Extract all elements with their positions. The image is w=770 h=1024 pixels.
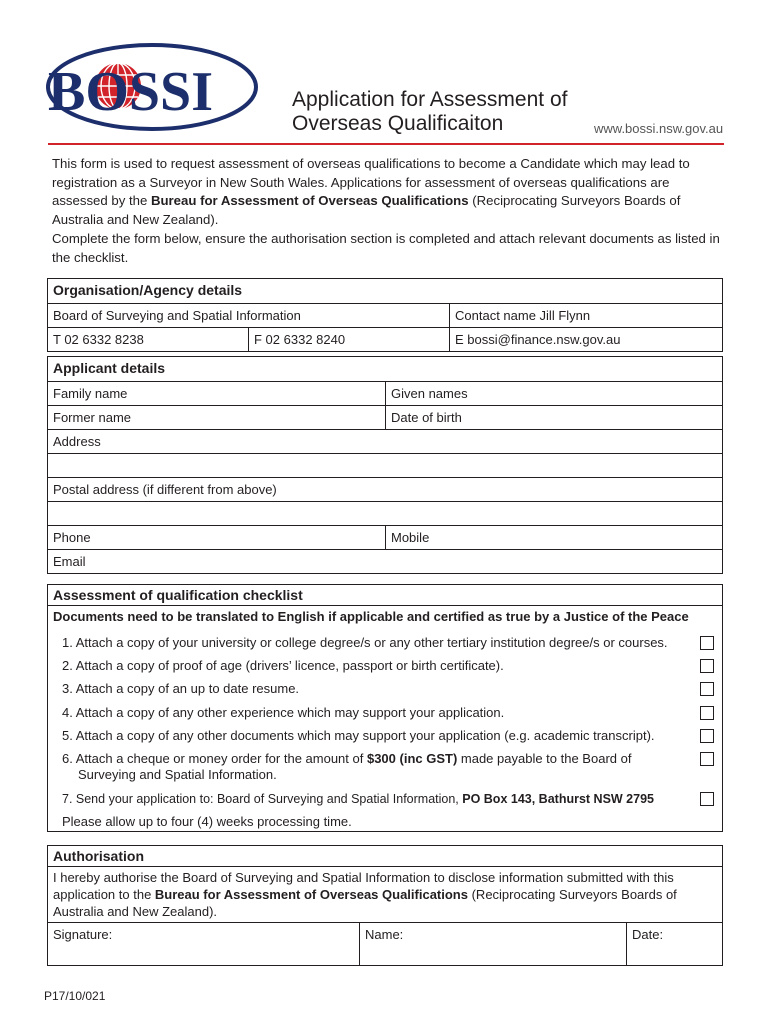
org-fax: F 02 6332 8240 (248, 328, 449, 351)
processing-note: Please allow up to four (4) weeks processing time. (62, 814, 352, 829)
checklist-section (47, 584, 723, 832)
name-field[interactable]: Name: (359, 923, 626, 965)
checklist-item-7: 7. Send your application to: Board of Surveying and Spatial Information, PO Box 143, Bathurst NSW 2795 (62, 792, 654, 806)
instructions-paragraph: Complete the form below, ensure the authorisation section is completed and attach relevant documents as listed in the checklist. (52, 231, 720, 265)
checkbox-item-2[interactable] (700, 659, 714, 673)
checklist-item-6: 6. Attach a cheque or money order for the amount of $300 (inc GST) made payable to the Board of Surveying and Spatial Information. (62, 751, 632, 782)
checklist-item-1: 1. Attach a copy of your university or college degree/s or any other tertiary institution degree/s or courses. (62, 635, 668, 650)
authorisation-text: I hereby authorise the Board of Surveying and Spatial Information to disclose information submitted with this application to the Bureau for Assessment of Overseas Qualifications (Reciprocating Surveyors Boards of Australia and New Zealand). (48, 866, 722, 922)
section-heading: Applicant details (53, 360, 166, 376)
checkbox-item-5[interactable] (700, 729, 714, 743)
checkbox-item-4[interactable] (700, 706, 714, 720)
checklist-item-5: 5. Attach a copy of any other documents which may support your application (e.g. academic transcript). (62, 728, 655, 743)
dob-field[interactable]: Date of birth (385, 406, 722, 429)
section-heading: Assessment of qualification checklist (53, 587, 303, 603)
postal-address-field[interactable]: Postal address (if different from above) (53, 482, 277, 497)
checkbox-item-7[interactable] (700, 792, 714, 806)
email-field[interactable]: Email (53, 554, 86, 569)
form-code: P17/10/021 (44, 989, 106, 1003)
org-contact: Contact name Jill Flynn (449, 304, 722, 327)
org-email[interactable]: E bossi@finance.nsw.gov.au (449, 328, 722, 351)
website-url[interactable]: www.bossi.nsw.gov.au (594, 121, 724, 136)
signature-field[interactable]: Signature: (53, 927, 113, 942)
bossi-logo (44, 40, 260, 134)
page-title: Application for Assessment of Overseas Qualificaiton (292, 88, 568, 135)
logo-text: BOSSI (48, 61, 213, 123)
org-name: Board of Surveying and Spatial Information (53, 308, 301, 323)
section-heading: Organisation/Agency details (53, 282, 243, 298)
checklist-item-2: 2. Attach a copy of proof of age (drivers’ licence, passport or birth certificate). (62, 658, 504, 673)
checklist-item-3: 3. Attach a copy of an up to date resume. (62, 681, 300, 696)
checklist-item-4: 4. Attach a copy of any other experience which may support your application. (62, 705, 505, 720)
checkbox-item-3[interactable] (700, 682, 714, 696)
address-field[interactable]: Address (53, 434, 101, 449)
checkbox-item-1[interactable] (700, 636, 714, 650)
mobile-field[interactable]: Mobile (385, 526, 722, 549)
section-heading: Authorisation (53, 848, 144, 864)
header-divider (48, 143, 724, 145)
intro-paragraph: This form is used to request assessment of overseas qualifications to become a Candidate which may lead to registration as a Surveyor in New South Wales. Applications for assessment of overseas qualifications are assessed by the Bureau for Assessment of Overseas Qualifications (Reciprocating Surveyors Boards of Australia and New Zealand). (52, 156, 690, 227)
org-phone: T 02 6332 8238 (53, 332, 144, 347)
former-name-field[interactable]: Former name (53, 410, 132, 425)
address-field-line2[interactable] (48, 453, 722, 477)
organisation-section (47, 278, 723, 352)
applicant-section (47, 356, 723, 574)
checkbox-item-6[interactable] (700, 752, 714, 766)
family-name-field[interactable]: Family name (53, 386, 128, 401)
authorisation-section (47, 845, 723, 966)
checklist-subheading: Documents need to be translated to English if applicable and certified as true by a Justice of the Peace (48, 605, 722, 627)
postal-address-line2[interactable] (48, 501, 722, 525)
given-names-field[interactable]: Given names (385, 382, 722, 405)
phone-field[interactable]: Phone (53, 530, 91, 545)
date-field[interactable]: Date: (626, 923, 722, 965)
